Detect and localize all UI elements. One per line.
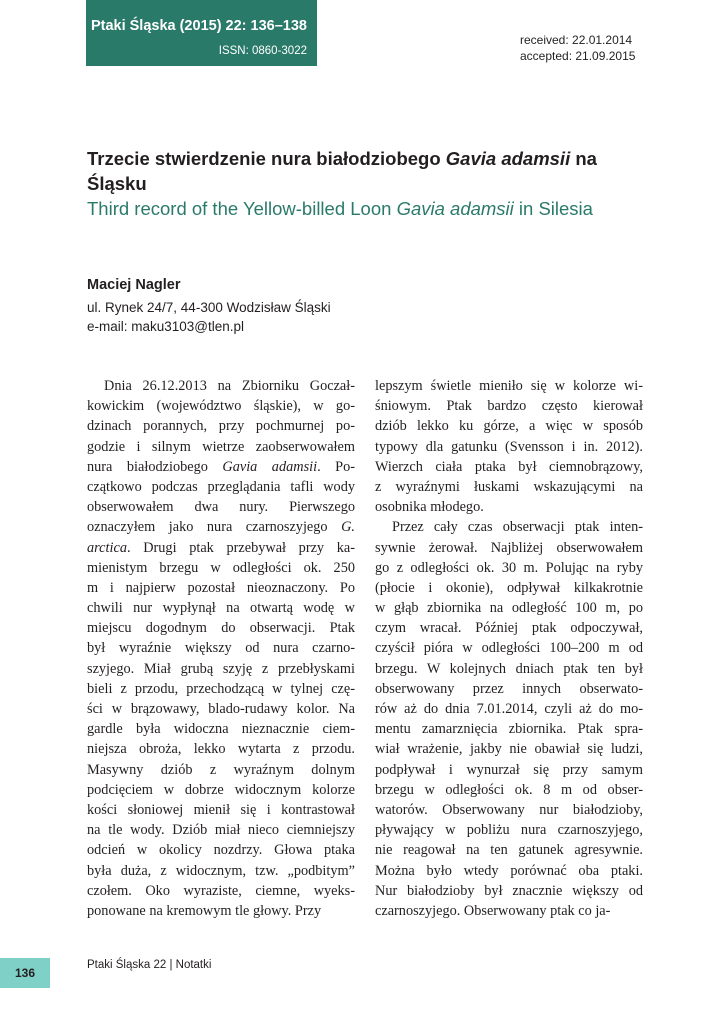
article-title-polish: Trzecie stwierdzenie nura białodziobego Gavia adamsii na Śląsku xyxy=(87,148,597,194)
body-line: mentu zamarznięcia zbiornika. Ptak spra- xyxy=(375,721,643,738)
body-line: brzegu w odległości ok. 8 m od obser- xyxy=(375,781,643,798)
body-line: Można było wtedy porównać oba ptaki. xyxy=(375,862,643,879)
body-line: mienistym brzegu w odległości ok. 250 xyxy=(87,559,355,576)
journal-header-box xyxy=(86,0,317,66)
body-line: lepszym świetle mieniło się w kolorze wi- xyxy=(375,378,643,394)
body-line: arctica. Drugi ptak przebywał przy ka- xyxy=(87,539,355,556)
body-line: był wyraźnie większy od nura czarno- xyxy=(87,640,355,657)
author-address: ul. Rynek 24/7, 44-300 Wodzisław Śląski xyxy=(87,300,331,315)
body-line: dziób lekko ku górze, a więc w sposób xyxy=(375,418,643,435)
body-line: sywnie żerował. Najbliżej obserwowałem xyxy=(375,539,643,556)
body-line: niejsza obroża, lekko wytarta z przodu. xyxy=(87,741,355,758)
body-line: dzinach porannych, przy pochmurnej po- xyxy=(87,418,355,435)
body-line: śniowym. Ptak bardzo często kierował xyxy=(375,398,643,415)
body-line: odcień w okolicy nozdrzy. Głowa ptaka xyxy=(87,842,355,859)
body-line: z wyraźnymi łuskami wskazującymi na xyxy=(375,478,643,495)
accepted-date: accepted: 21.09.2015 xyxy=(520,49,636,63)
body-column-right xyxy=(375,376,643,921)
body-line: obserwowany przez innych obserwato- xyxy=(375,680,643,697)
body-line: nie reagował na ten gatunek agresywnie. xyxy=(375,842,643,859)
received-date: received: 22.01.2014 xyxy=(520,33,633,47)
body-column-left xyxy=(87,376,355,921)
body-line: ponowane na kremowym tle głowy. Przy xyxy=(87,902,322,919)
journal-citation: Ptaki Śląska (2015) 22: 136–138 xyxy=(90,18,307,34)
body-line: Masywny dziób z wyraźnym dolnym xyxy=(87,761,355,778)
body-line: pływający w pobliżu nura czarnoszyjego, xyxy=(375,822,643,839)
page-number-badge: 136 xyxy=(0,958,50,988)
article-dates xyxy=(520,32,635,64)
article-title-english: Third record of the Yellow-billed Loon Gavia adamsii in Silesia xyxy=(87,198,593,219)
body-line: (płocie i okonie), odpływał kilkakrotnie xyxy=(375,579,643,596)
body-line: ści w brązowawy, blado-rudawy kolor. Na xyxy=(87,701,355,717)
footer-running-title: Ptaki Śląska 22 | Notatki xyxy=(87,959,212,971)
body-line: była duża, z widocznym, tzw. „podbitym” xyxy=(87,862,355,879)
body-line: oznaczyłem jako nura czarnoszyjego G. xyxy=(87,519,355,536)
body-line: watorów. Obserwowany nur białodzioby, xyxy=(375,801,643,818)
body-line: Przez cały czas obserwacji ptak inten- xyxy=(392,519,643,536)
body-line: chwili nur wypłynął na otwartą wodę w xyxy=(87,600,355,617)
body-line: brzegu. W kolejnych dniach ptak ten był xyxy=(375,660,643,677)
body-line: czarnoszyjego. Obserwowany ptak co ja- xyxy=(375,902,611,919)
body-line: nura białodziobego Gavia adamsii. Po- xyxy=(87,458,355,475)
body-line: podcięciem w dobrze widocznym kolorze xyxy=(87,781,355,798)
species-name: Gavia adamsii xyxy=(396,198,514,219)
body-line: wiał wrażenie, jakby nie obawiał się ludzi, xyxy=(375,741,643,758)
body-line: bieli z przodu, przechodzącą w tylnej czę- xyxy=(87,680,355,697)
body-line: w głąb zbiornika na odległość 100 m, po xyxy=(375,600,643,617)
body-line: szyjego. Miał grubą szyję z przebłyskami xyxy=(87,660,355,677)
body-line: czyścił pióra w odległości 100–200 m od xyxy=(375,640,643,657)
body-line: na tle wody. Dziób miał nieco ciemniejszy xyxy=(87,822,355,839)
author-name: Maciej Nagler xyxy=(87,277,181,293)
body-line: go z odległości ok. 30 m. Polując na ryby xyxy=(375,559,643,576)
body-line: rów aż do dnia 7.01.2014, czyli aż do mo- xyxy=(375,701,643,717)
body-line: typowy dla gatunku (Svensson i in. 2012). xyxy=(375,438,643,455)
body-line: podpływał i wynurzał się przy samym xyxy=(375,761,643,778)
body-line: Dnia 26.12.2013 na Zbiorniku Goczał- xyxy=(104,378,355,394)
species-name: Gavia adamsii xyxy=(445,148,571,169)
body-line: obserwowałem dwa nury. Pierwszego xyxy=(87,499,355,516)
body-line: miejscu dogodnym do obserwacji. Ptak xyxy=(87,620,355,637)
body-line: m i najpierw pozostał nieoznaczony. Po xyxy=(87,579,355,596)
author-email: e-mail: maku3103@tlen.pl xyxy=(87,319,245,334)
body-line: kości słoniowej mienił się i kontrastował xyxy=(87,801,355,818)
body-line: kowickim (województwo śląskie), w go- xyxy=(87,398,355,415)
body-line: osobnika młodego. xyxy=(375,499,484,516)
body-line: Wierzch ciała ptaka był ciemnobrązowy, xyxy=(375,458,643,475)
body-line: gardle była widoczna nieznacznie ciem- xyxy=(87,721,355,738)
body-line: czołem. Oko wyraziste, ciemne, wyeks- xyxy=(87,882,355,899)
body-line: czym wracał. Później ptak odpoczywał, xyxy=(375,620,643,637)
journal-issn: ISSN: 0860-3022 xyxy=(218,45,307,57)
body-line: czątkowo podczas przeglądania tafli wody xyxy=(87,478,355,495)
body-line: godzie i silnym wietrze zaobserwowałem xyxy=(87,438,355,455)
body-line: Nur białodzioby był znacznie większy od xyxy=(375,882,643,899)
